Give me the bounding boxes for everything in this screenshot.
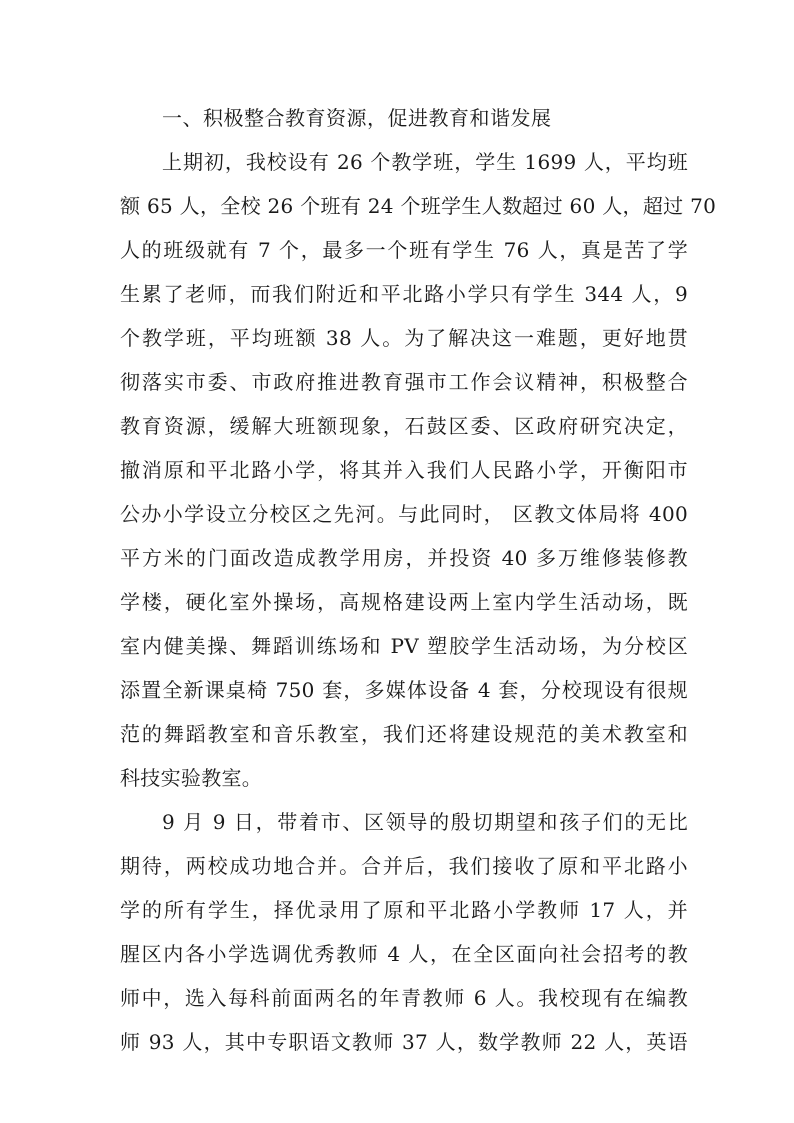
paragraph-1: [120, 140, 717, 800]
text-line: 师 93 人，其中专职语文教师 37 人，数学教师 22 人，英语: [120, 1030, 688, 1054]
text-line: 9 月 9 日，带着市、区领导的殷切期望和孩子们的无比: [162, 810, 688, 834]
text-line: 范的舞蹈教室和音乐教室，我们还将建设规范的美术教室和: [120, 722, 688, 746]
text-line: 室内健美操、舞蹈训练场和 PV 塑胶学生活动场，为分校区: [120, 634, 688, 658]
text-line: 教育资源，缓解大班额现象，石鼓区委、区政府研究决定，: [120, 414, 688, 438]
text-line: 公办小学设立分校区之先河。与此同时， 区教文体局将 400: [120, 502, 688, 526]
text-line: 腥区内各小学选调优秀教师 4 人，在全区面向社会招考的教: [120, 942, 688, 966]
document-body: [120, 96, 717, 1064]
text-line: 添置全新课桌椅 750 套，多媒体设备 4 套，分校现设有很规: [120, 678, 688, 702]
text-line: 平方米的门面改造成教学用房，并投资 40 多万维修装修教: [120, 546, 688, 570]
section-heading: 一、积极整合教育资源，促进教育和谐发展: [162, 106, 552, 130]
text-line: 学楼，硬化室外操场，高规格建设两上室内学生活动场，既: [120, 590, 688, 614]
text-line: 科技实验教室。: [120, 766, 263, 790]
text-line: 师中，选入每科前面两名的年青教师 6 人。我校现有在编教: [120, 986, 688, 1010]
text-line: 上期初，我校设有 26 个教学班，学生 1699 人，平均班: [162, 150, 688, 174]
text-line: 学的所有学生，择优录用了原和平北路小学教师 17 人，并: [120, 898, 688, 922]
text-line: 个教学班，平均班额 38 人。为了解决这一难题，更好地贯: [120, 326, 688, 350]
text-line: 彻落实市委、市政府推进教育强市工作会议精神，积极整合: [120, 370, 688, 394]
text-line: 额 65 人，全校 26 个班有 24 个班学生人数超过 60 人，超过 70: [120, 194, 717, 218]
text-line: 撤消原和平北路小学，将其并入我们人民路小学，开衡阳市: [120, 458, 688, 482]
text-line: 期待，两校成功地合并。合并后，我们接收了原和平北路小: [120, 854, 688, 878]
text-line: 人的班级就有 7 个，最多一个班有学生 76 人，真是苦了学: [120, 238, 688, 262]
paragraph-2: [120, 800, 688, 1064]
text-line: 生累了老师，而我们附近和平北路小学只有学生 344 人，9: [120, 282, 688, 306]
